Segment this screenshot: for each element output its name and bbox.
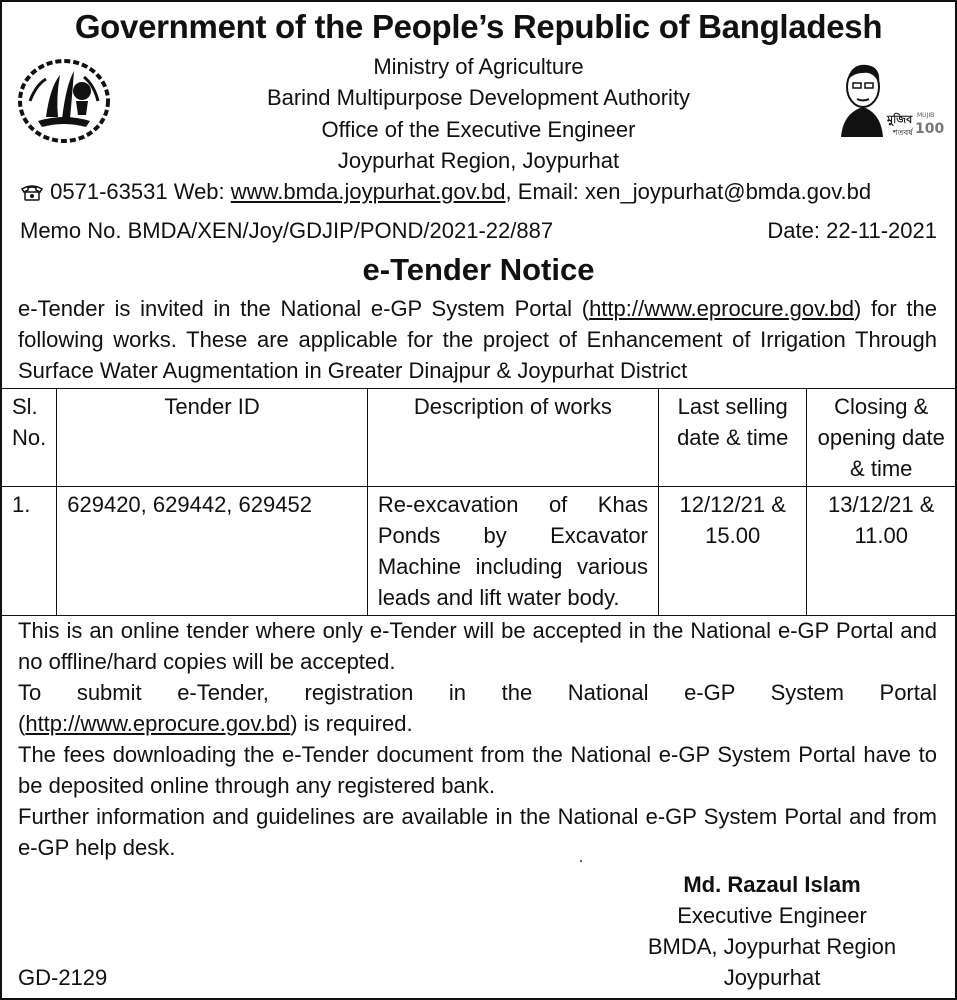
logo-bangla-shatabarsha: শতবর্ষ	[893, 128, 913, 137]
header-tender-id: Tender ID	[57, 389, 368, 487]
intro-paragraph	[18, 293, 937, 386]
signatory-place: Joypurhat	[723, 965, 821, 990]
row-description: Re-excavation of Khas Ponds by Excavator Machine including various leads and lift water body.	[367, 487, 658, 616]
instruction-fees: The fees downloading the e-Tender document from the National e-GP System Portal have to be deposited online through any registered bank.	[18, 742, 937, 798]
stray-dot	[580, 860, 582, 862]
row-last-selling: 12/12/21 & 15.00	[658, 487, 807, 616]
eprocure-link[interactable]: http://www.eprocure.gov.bd	[589, 296, 855, 321]
notice-date: Date: 22-11-2021	[767, 218, 937, 243]
logo-bangla-mujib: মুজিব	[887, 113, 913, 126]
eprocure-link-2[interactable]: http://www.eprocure.gov.bd	[25, 711, 291, 736]
intro-text-1: e-Tender is invited in the National e-GP System Portal (	[18, 296, 590, 321]
email-label: Email:	[517, 179, 579, 204]
memo-number: Memo No. BMDA/XEN/Joy/GDJIP/POND/2021-22/887	[20, 218, 554, 243]
table-header-row	[2, 389, 955, 487]
web-label: Web:	[173, 179, 225, 204]
header-last-selling: Last selling date & time	[658, 389, 807, 487]
logo-mujib-text: MUJIB	[917, 112, 935, 119]
telephone-icon	[20, 179, 50, 204]
intro-text-2: ) for the following works. These are applicable for the project of Enhancement of Irrigation Through Surface Water Augmentation in Greater Dinajpur & Joypurhat District	[18, 296, 937, 383]
ministry-name: Ministry of Agriculture	[373, 54, 584, 79]
header-sl: Sl. No.	[2, 389, 57, 487]
email-address: xen_joypurhat@bmda.gov.bd	[585, 179, 872, 204]
office-name: Office of the Executive Engineer	[321, 117, 636, 142]
instructions	[18, 615, 937, 863]
logo-100-text: 100	[915, 121, 945, 137]
instruction-registration-1: To submit e-Tender, registration in the National e-GP System Portal	[18, 680, 937, 705]
contact-line: 0571-63531 Web: www.bmda.joypurhat.gov.bd, Email: xen_joypurhat@bmda.gov.bd	[20, 176, 871, 208]
region-name: Joypurhat Region, Joypurhat	[337, 148, 620, 173]
authority-name: Barind Multipurpose Development Authority	[266, 85, 691, 110]
table-row	[2, 487, 955, 616]
phone-number: 0571-63531	[50, 179, 168, 204]
header-closing: Closing & opening date & time	[807, 389, 955, 487]
gd-code: GD-2129	[18, 965, 108, 990]
row-closing: 13/12/21 & 11.00	[807, 487, 955, 616]
instruction-registration-2: (http://www.eprocure.gov.bd) is required.	[18, 711, 413, 736]
instruction-further-info: Further information and guidelines are available in the National e-GP System Portal and from e-GP help desk.	[18, 804, 937, 860]
memo-row	[20, 215, 937, 247]
signatory-office: BMDA, Joypurhat Region	[647, 934, 897, 959]
web-link[interactable]: www.bmda.joypurhat.gov.bd	[230, 179, 506, 204]
mujib-portrait-icon	[823, 57, 945, 143]
row-tender-id: 629420, 629442, 629452	[57, 487, 368, 616]
tender-table	[2, 388, 955, 616]
mujib-100-logo	[823, 57, 945, 143]
notice-title: e-Tender Notice	[362, 252, 595, 287]
signature-block	[622, 869, 922, 993]
row-sl: 1.	[2, 487, 57, 616]
signatory-designation: Executive Engineer	[677, 903, 867, 928]
header-description: Description of works	[367, 389, 658, 487]
government-title: Government of the People’s Republic of Bangladesh	[74, 8, 883, 45]
instruction-online: This is an online tender where only e-Tender will be accepted in the National e-GP Portal and no offline/hard copies will be accepted.	[18, 618, 937, 674]
signatory-name: Md. Razaul Islam	[683, 872, 861, 897]
